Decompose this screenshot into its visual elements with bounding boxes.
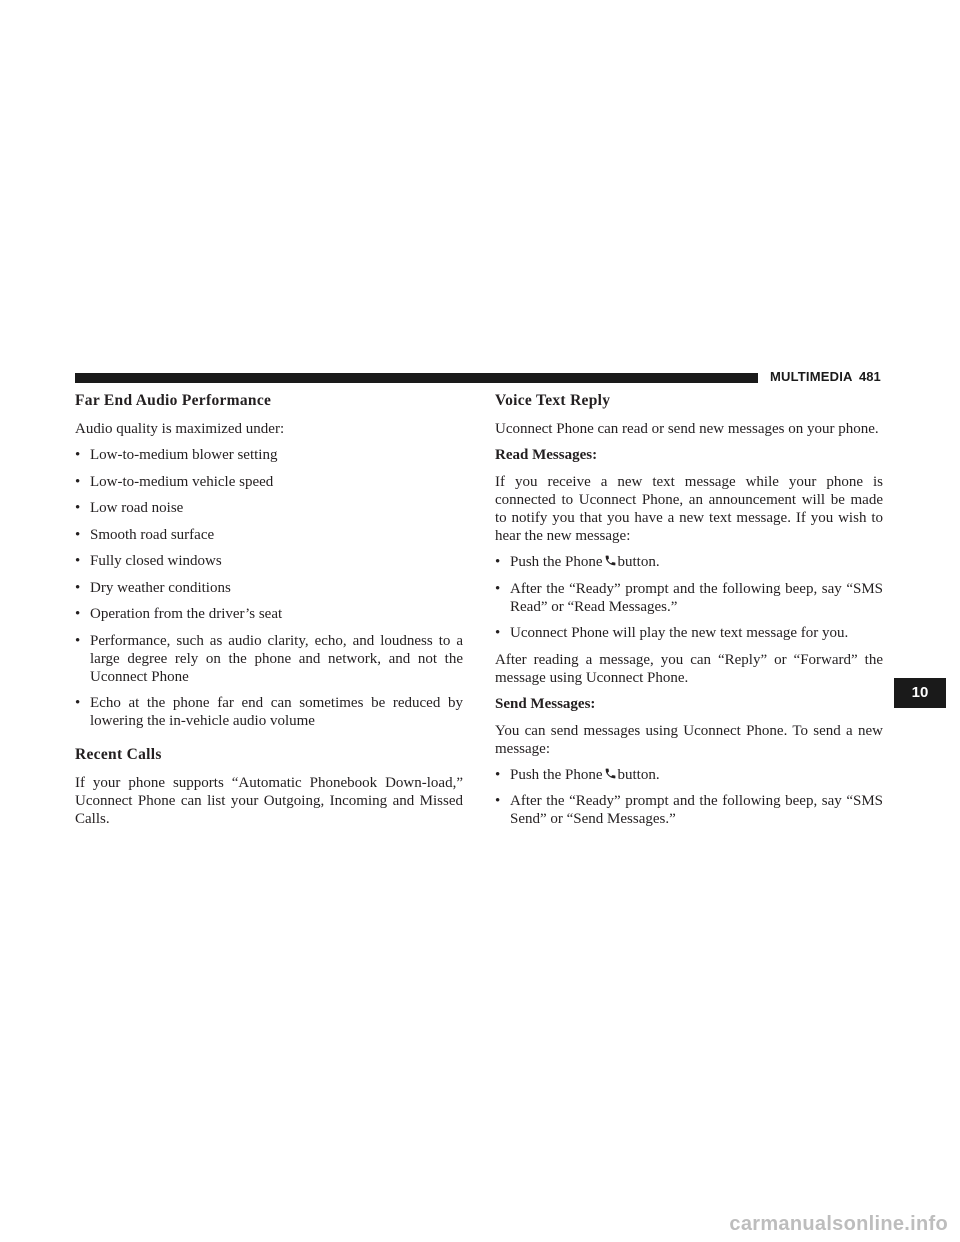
list-item: • Low-to-medium blower setting — [75, 447, 278, 463]
watermark: carmanualsonline.info — [729, 1213, 948, 1235]
list-item: • Fully closed windows — [75, 553, 222, 569]
list-item: • Push the Phone button. — [495, 766, 660, 783]
list-item: • After the “Ready” prompt and the following beep, say “SMS Read” or “Read Messages.” — [495, 580, 883, 615]
list-item: • Dry weather conditions — [75, 579, 231, 596]
recent-calls-text: If your phone supports “Automatic Phonebook Down-load,” Uconnect Phone can list your Outgoing, Incoming and Missed Calls. — [75, 775, 463, 827]
left-column — [75, 392, 463, 836]
voice-text-reply-heading: Voice Text Reply — [495, 392, 611, 409]
bullet-icon: • — [75, 606, 81, 622]
send-messages-text: You can send messages using Uconnect Phone. To send a new message: — [495, 722, 883, 757]
bullet-icon: • — [75, 579, 81, 596]
bullet-icon: • — [75, 473, 81, 490]
page-number: 481 — [859, 369, 881, 384]
bullet-icon: • — [495, 793, 501, 809]
list-item: • Uconnect Phone will play the new text message for you. — [495, 625, 849, 641]
read-steps-list — [495, 553, 883, 642]
list-item: • Echo at the phone far end can sometimes be reduced by lowering the in-vehicle audio volume — [75, 695, 463, 729]
right-column — [495, 392, 883, 837]
recent-calls-heading: Recent Calls — [75, 746, 162, 763]
list-item: • Operation from the driver’s seat — [75, 606, 283, 622]
bullet-icon: • — [75, 553, 81, 569]
read-messages-heading: Read Messages: — [495, 447, 598, 463]
bullet-icon: • — [75, 632, 81, 649]
after-reading-text: After reading a message, you can “Reply” or “Forward” the message using Uconnect Phone. — [495, 651, 883, 686]
phone-handset-icon — [604, 554, 617, 567]
audio-intro: Audio quality is maximized under: — [75, 421, 285, 437]
bullet-icon: • — [495, 580, 501, 597]
read-messages-text: If you receive a new text message while your phone is connected to Uconnect Phone, an announcement will be made to notify you that you have a new text message. If you wish to hear the new message: — [495, 474, 883, 544]
list-item: • Push the Phone button. — [495, 554, 660, 570]
bullet-icon: • — [75, 526, 81, 543]
audio-conditions-list — [75, 446, 463, 730]
list-item: • Performance, such as audio clarity, echo, and loudness to a large degree rely on the phone and network, and not the Uconnect Phone — [75, 632, 463, 685]
list-item: • Low road noise — [75, 500, 184, 516]
list-item: • After the “Ready” prompt and the following beep, say “SMS Send” or “Send Messages.” — [495, 793, 883, 827]
far-end-audio-heading: Far End Audio Performance — [75, 392, 272, 409]
header-rule — [75, 373, 758, 383]
bullet-icon: • — [75, 447, 81, 463]
voice-text-intro: Uconnect Phone can read or send new messages on your phone. — [495, 421, 879, 437]
list-item: • Smooth road surface — [75, 526, 215, 543]
send-messages-heading: Send Messages: — [495, 695, 596, 712]
bullet-icon: • — [495, 766, 501, 783]
bullet-icon: • — [495, 554, 501, 570]
phone-handset-icon — [604, 767, 617, 780]
send-steps-list — [495, 766, 883, 829]
bullet-icon: • — [75, 500, 81, 516]
chapter-tab: 10 — [894, 678, 946, 708]
list-item: • Low-to-medium vehicle speed — [75, 473, 274, 490]
bullet-icon: • — [495, 625, 501, 641]
section-title: MULTIMEDIA — [770, 369, 853, 384]
bullet-icon: • — [75, 695, 81, 711]
